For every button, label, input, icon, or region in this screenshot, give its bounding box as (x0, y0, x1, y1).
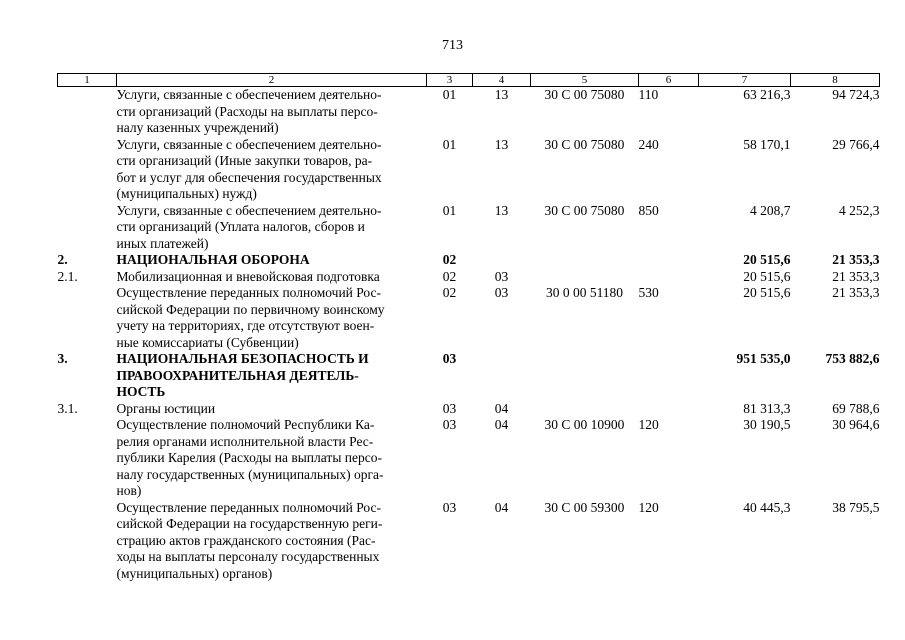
table-row (58, 203, 880, 253)
page-number: 713 (442, 38, 463, 53)
row-name: Осуществление полномочий Республики Ка- релия органами исполнительной власти Рес- публики Карелия (Расходы на выплаты персо- налу государственных (муниципальных) орга- нов) (116, 417, 384, 498)
row-number (58, 203, 117, 253)
row-number (58, 417, 117, 500)
column-header: 4 (473, 74, 531, 87)
table-row (58, 137, 880, 203)
target-article-code (531, 252, 639, 269)
amount-year-1: 951 535,0 (736, 351, 791, 366)
amount-year-1: 63 216,3 (743, 87, 791, 102)
subsection-code: 04 (494, 499, 509, 515)
section-code: 02 (442, 252, 457, 267)
section-code: 01 (442, 136, 457, 152)
row-name: Осуществление переданных полномочий Рос- сийской Федерации по первичному воинскому учету на территориях, где отсутствуют воен- ные комиссариаты (Субвенции) (116, 285, 385, 350)
budget-table (57, 73, 880, 582)
column-header: 7 (699, 74, 791, 87)
target-article-code: 30 С 00 75080 (544, 136, 625, 152)
row-number: 3.1. (57, 400, 78, 416)
amount-year-1: 30 190,5 (743, 417, 791, 432)
subsection-code: 13 (494, 87, 509, 102)
table-row (58, 500, 880, 583)
table-row (58, 269, 880, 286)
target-article-code: 30 С 00 75080 (544, 87, 625, 102)
amount-year-2: 69 788,6 (832, 400, 880, 416)
table-row (58, 417, 880, 500)
column-header: 8 (791, 74, 880, 87)
row-number: 3. (57, 351, 68, 366)
expense-type-code: 530 (638, 285, 659, 300)
amount-year-2: 4 252,3 (839, 202, 880, 218)
section-code: 03 (442, 400, 457, 416)
subsection-code: 03 (494, 285, 509, 300)
row-number (58, 137, 117, 203)
target-article-code: 30 0 00 51180 (545, 285, 624, 300)
row-number (58, 87, 117, 137)
amount-year-2: 29 766,4 (832, 136, 880, 152)
amount-year-1: 40 445,3 (743, 499, 791, 515)
amount-year-2: 94 724,3 (832, 87, 880, 102)
amount-year-2: 753 882,6 (825, 351, 880, 366)
expense-type-code (639, 269, 699, 286)
target-article-code: 30 С 00 75080 (544, 202, 625, 218)
section-code: 03 (442, 417, 457, 432)
section-code: 01 (442, 202, 457, 218)
expense-type-code (639, 351, 699, 401)
amount-year-2: 30 964,6 (832, 417, 880, 432)
expense-type-code: 850 (638, 202, 659, 218)
expense-type-code: 240 (638, 136, 659, 152)
amount-year-2: 21 353,3 (832, 252, 880, 267)
column-header: 6 (639, 74, 699, 87)
subsection-code: 13 (494, 136, 509, 152)
column-header: 1 (58, 74, 117, 87)
row-name: Мобилизационная и вневойсковая подготовка (116, 268, 380, 284)
target-article-code (531, 351, 639, 401)
header-row (58, 74, 880, 87)
row-number: 2.1. (57, 268, 78, 284)
expense-type-code (639, 401, 699, 418)
amount-year-1: 20 515,6 (743, 252, 791, 267)
amount-year-1: 4 208,7 (750, 202, 791, 218)
row-name: Услуги, связанные с обеспечением деятельно- сти организаций (Уплата налогов, сборов и иных платежей) (116, 202, 382, 251)
subsection-code (473, 252, 531, 269)
target-article-code (531, 401, 639, 418)
expense-type-code: 110 (638, 87, 659, 102)
row-name: НАЦИОНАЛЬНАЯ ОБОРОНА (116, 252, 310, 267)
row-number (58, 285, 117, 351)
expense-type-code: 120 (638, 499, 659, 515)
section-code: 03 (442, 499, 457, 515)
table-row (58, 252, 880, 269)
table-row (58, 351, 880, 401)
subsection-code: 04 (494, 417, 509, 432)
table-row (58, 401, 880, 418)
amount-year-2: 38 795,5 (832, 499, 880, 515)
table-body (58, 87, 880, 583)
section-code: 03 (442, 351, 457, 366)
expense-type-code (639, 252, 699, 269)
target-article-code: 30 С 00 59300 (544, 499, 625, 515)
subsection-code: 03 (494, 268, 509, 284)
amount-year-1: 20 515,6 (743, 268, 791, 284)
amount-year-1: 81 313,3 (743, 400, 791, 416)
row-name: Органы юстиции (116, 400, 216, 416)
row-number: 2. (57, 252, 68, 267)
expense-type-code: 120 (638, 417, 659, 432)
section-code: 02 (442, 268, 457, 284)
subsection-code: 13 (494, 202, 509, 218)
section-code: 02 (442, 285, 457, 300)
row-name: НАЦИОНАЛЬНАЯ БЕЗОПАСНОСТЬ И ПРАВООХРАНИТЕЛЬНАЯ ДЕЯТЕЛЬ- НОСТЬ (116, 351, 369, 399)
section-code: 01 (442, 87, 457, 102)
row-name: Услуги, связанные с обеспечением деятельно- сти организаций (Расходы на выплаты персо- налу казенных учреждений) (116, 87, 382, 135)
row-name: Осуществление переданных полномочий Рос- сийской Федерации на государственную реги- страцию актов гражданского состояния (Рас- ходы на выплаты персоналу государственных (муниципальных) органов) (116, 499, 383, 581)
column-header: 3 (427, 74, 473, 87)
column-header: 5 (531, 74, 639, 87)
target-article-code (531, 269, 639, 286)
subsection-code (473, 351, 531, 401)
table-row (58, 285, 880, 351)
table-row (58, 87, 880, 137)
amount-year-1: 20 515,6 (743, 285, 791, 300)
subsection-code: 04 (494, 400, 509, 416)
column-header: 2 (117, 74, 427, 87)
target-article-code: 30 С 00 10900 (544, 417, 625, 432)
row-number (58, 500, 117, 583)
amount-year-1: 58 170,1 (743, 136, 791, 152)
amount-year-2: 21 353,3 (832, 268, 880, 284)
amount-year-2: 21 353,3 (832, 285, 880, 300)
row-name: Услуги, связанные с обеспечением деятельно- сти организаций (Иные закупки товаров, ра- бот и услуг для обеспечения государственных (муниципальных) нужд) (116, 136, 382, 201)
